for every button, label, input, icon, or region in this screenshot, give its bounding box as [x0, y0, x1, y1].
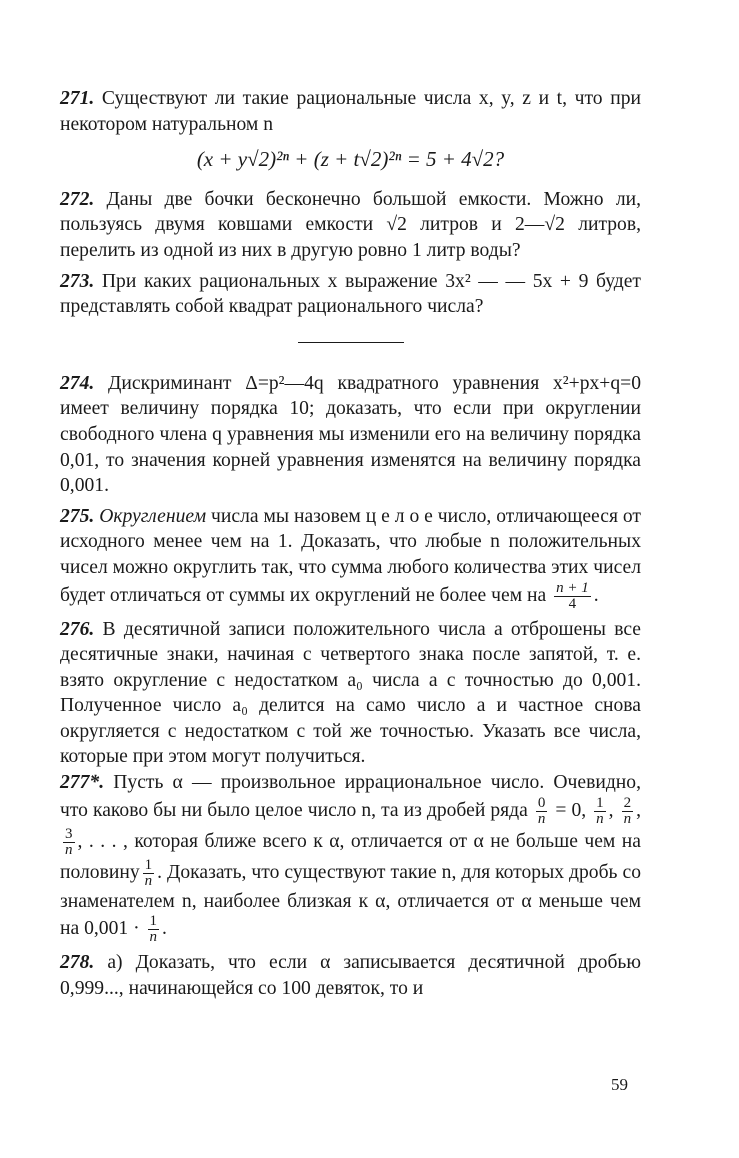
fraction-numerator: n + 1: [556, 579, 589, 596]
section-divider: [298, 342, 404, 343]
fraction-numerator: 2: [623, 794, 632, 811]
problem-end: .: [593, 584, 599, 606]
fraction-numerator: 0: [537, 794, 546, 811]
fraction: [554, 581, 591, 612]
problems-top: [60, 86, 641, 1001]
problem-lead-term: Округлением: [99, 505, 207, 527]
series-fraction: [63, 827, 75, 858]
problem-number: 278.: [60, 952, 95, 974]
formula-271: (x + y√2)²ⁿ + (z + t√2)²ⁿ = 5 + 4√2?: [196, 147, 505, 172]
problem-272: [60, 187, 641, 264]
problem-277: [60, 770, 641, 945]
problem-end: .: [162, 918, 167, 940]
problem-273: [60, 269, 641, 320]
fraction: [148, 914, 160, 945]
problem-271: [60, 86, 641, 137]
fraction-denominator: n: [65, 841, 73, 858]
series-fraction: [622, 796, 634, 827]
problem-number: 273.: [60, 270, 95, 292]
problem-text: Даны две бочки бесконечно большой емкости. Можно ли, пользуясь двумя ковшами емкости √2 литров и 2—√2 литров, перелить из одной из них в другую ровно 1 литр воды?: [60, 188, 641, 261]
series-sep: ,: [608, 799, 619, 821]
fraction-denominator: n: [596, 810, 604, 827]
problem-text: При каких рациональных x выражение 3x² — — 5x + 9 будет представлять собой квадрат рационального числа?: [60, 270, 641, 318]
problem-276: [60, 617, 641, 771]
problem-text: числа мы назовем ц е л о е число, отличающееся от исходного менее чем на 1. Доказать, что любые n положительных чисел можно округлить так, что сумма любого количества этих чисел будет отличаться от суммы их округлений не более чем на: [60, 505, 641, 606]
problem-text-c: . Доказать, что существуют такие n, для которых дробь со знаменателем n, наиболее близкая к α, отличается от α меньше чем на 0,001 ·: [60, 861, 641, 940]
problem-number: 274.: [60, 372, 95, 394]
problem-text: а) Доказать, что если α записывается десятичной дробью 0,999..., начинающейся со 100 девяток, то и: [60, 952, 641, 999]
problem-278: [60, 950, 641, 1001]
series-fraction: [536, 796, 548, 827]
fraction-denominator: n: [144, 872, 153, 889]
fraction-denominator: n: [537, 810, 546, 827]
fraction-numerator: 1: [144, 856, 153, 873]
series-sep: = 0,: [550, 799, 592, 821]
problem-text-a: Пусть α — произвольное иррациональное число. Очевидно, что каково бы ни было целое число n, та из дробей ряда: [60, 772, 641, 821]
fraction-numerator: 1: [596, 794, 604, 811]
fraction-denominator: 4: [568, 595, 577, 612]
series-sep: , . . . ,: [77, 830, 128, 852]
fraction-denominator: n: [149, 929, 157, 946]
fraction-numerator: 3: [65, 825, 73, 842]
problem-number: 271.: [60, 88, 95, 109]
problem-text: Дискриминант Δ=p²—4q квадратного уравнения x²+px+q=0 имеет величину порядка 10; доказать, что если при округлении свободного члена q уравнения мы изменили его на величину порядка 0,01, то значения корней уравнения изменятся на величину порядка 0,001.: [60, 372, 641, 497]
problem-275: [60, 504, 641, 612]
fraction-denominator: n: [623, 810, 632, 827]
problem-text: Существуют ли такие рациональные числа x, y, z и t, что при некотором натуральном n: [60, 88, 641, 135]
problem-number: 277*.: [60, 772, 105, 794]
problem-text-b: которая ближе всего к α, отличается от α не больше чем на половину: [60, 830, 641, 883]
problem-number: 275.: [60, 505, 95, 527]
problem-number: 272.: [60, 188, 95, 210]
problem-text: В десятичной записи положительного числа a отброшены все десятичные знаки, начиная с четвертого знака после запятой, т. е. взято округление с недостатком a₀ числа a с точностью до 0,001. Полученное число a₀ делится на само число a и частное снова округляется с недостатком с той же точностью. Указать все числа, которые при этом могут получиться.: [60, 618, 641, 768]
fraction-numerator: 1: [149, 913, 157, 930]
page-number: 59: [611, 1075, 628, 1094]
problem-number: 276.: [60, 618, 95, 640]
problem-274: [60, 371, 641, 499]
series-sep: ,: [636, 799, 641, 821]
series-fraction: [594, 796, 606, 827]
fraction: [143, 858, 155, 889]
